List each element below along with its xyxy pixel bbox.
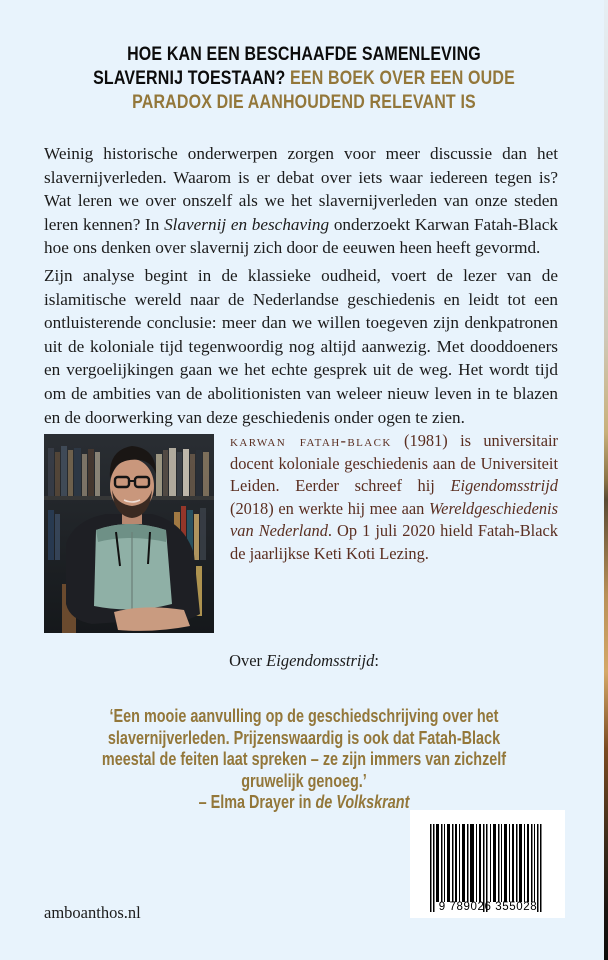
bio-book-title: Eigendomsstrijd	[450, 476, 558, 496]
headline-tagline: EEN BOEK OVER EEN OUDE PARADOX DIE AANHOUDEND RELEVANT IS	[132, 67, 515, 113]
review-intro-suffix: :	[374, 651, 379, 670]
review-intro	[0, 651, 608, 671]
review-intro-book-title: Eigendomsstrijd	[266, 651, 375, 670]
reviewer: – Elma Drayer in	[198, 792, 312, 812]
bio-text: (2018) en werkte hij mee aan	[230, 498, 425, 518]
isbn-number: 9 789026 355028	[438, 901, 538, 913]
author-photo	[44, 434, 214, 633]
bio-text: (1981) is universitair docent koloniale geschiedenis aan de Universiteit Leiden. Eerder schreef hij	[230, 431, 558, 496]
isbn-barcode	[410, 810, 565, 918]
review-source: de Volkskrant	[315, 792, 410, 812]
blurb-paragraph-1	[44, 142, 558, 260]
spine-edge-strip	[604, 0, 608, 960]
blurb-paragraph-2: Zijn analyse begint in de klassieke oudheid, voert de lezer van de islamitische wereld naar de Nederlandse geschiedenis en leidt tot een ontluisterende conclusie: meer dan we willen toegeven zijn denkpatronen uit de koloniale tijd tegenwoordig nog altijd aanwezig. Met dooddoeners en vergoelijkingen gaan we het echte gesprek uit de weg. Het wordt tijd om de ambities van de abolitionisten van weleer nieuw leven in te blazen en de doorwerking van deze geschiedenis onder ogen te zien.	[44, 266, 558, 427]
blurb-text: Weinig historische onderwerpen zorgen voor meer discussie dan het slavernijverleden. Waarom is er debat over iets waar iedereen tegen is? Wat leren we over onszelf als we het slavernijverleden van onze steden leren kennen? In	[44, 144, 558, 234]
author-bio	[230, 430, 558, 566]
bio-book-title: Wereldgeschiedenis van Nederland	[230, 498, 558, 541]
book-title: Slavernij en beschaving	[164, 214, 330, 234]
headline-question: HOE KAN EEN BESCHAAFDE SAMENLEVING SLAVERNIJ TOESTAAN?	[93, 43, 481, 89]
author-name: karwan fatah-black	[230, 431, 392, 450]
review-quote-text: ‘Een mooie aanvulling op de geschiedschrijving over het slavernijverleden. Prijzenswaardig is ook dat Fatah-Black meestal de feiten laat spreken – ze zijn immers van zichzelf gruwelijk genoeg.’	[101, 706, 507, 791]
publisher-website: amboanthos.nl	[44, 903, 141, 922]
review-intro-prefix: Over	[229, 651, 263, 670]
bio-text: . Op 1 juli 2020 hield Fatah-Black de jaarlijkse Keti Koti Lezing.	[230, 521, 558, 563]
review-quote	[93, 706, 515, 814]
headline	[88, 42, 521, 114]
blurb-text: onderzoekt Karwan Fatah-Black hoe ons denken over slavernij zich door de eeuwen heen heeft gevormd.	[44, 214, 559, 258]
author-portrait-illustration	[44, 434, 214, 633]
